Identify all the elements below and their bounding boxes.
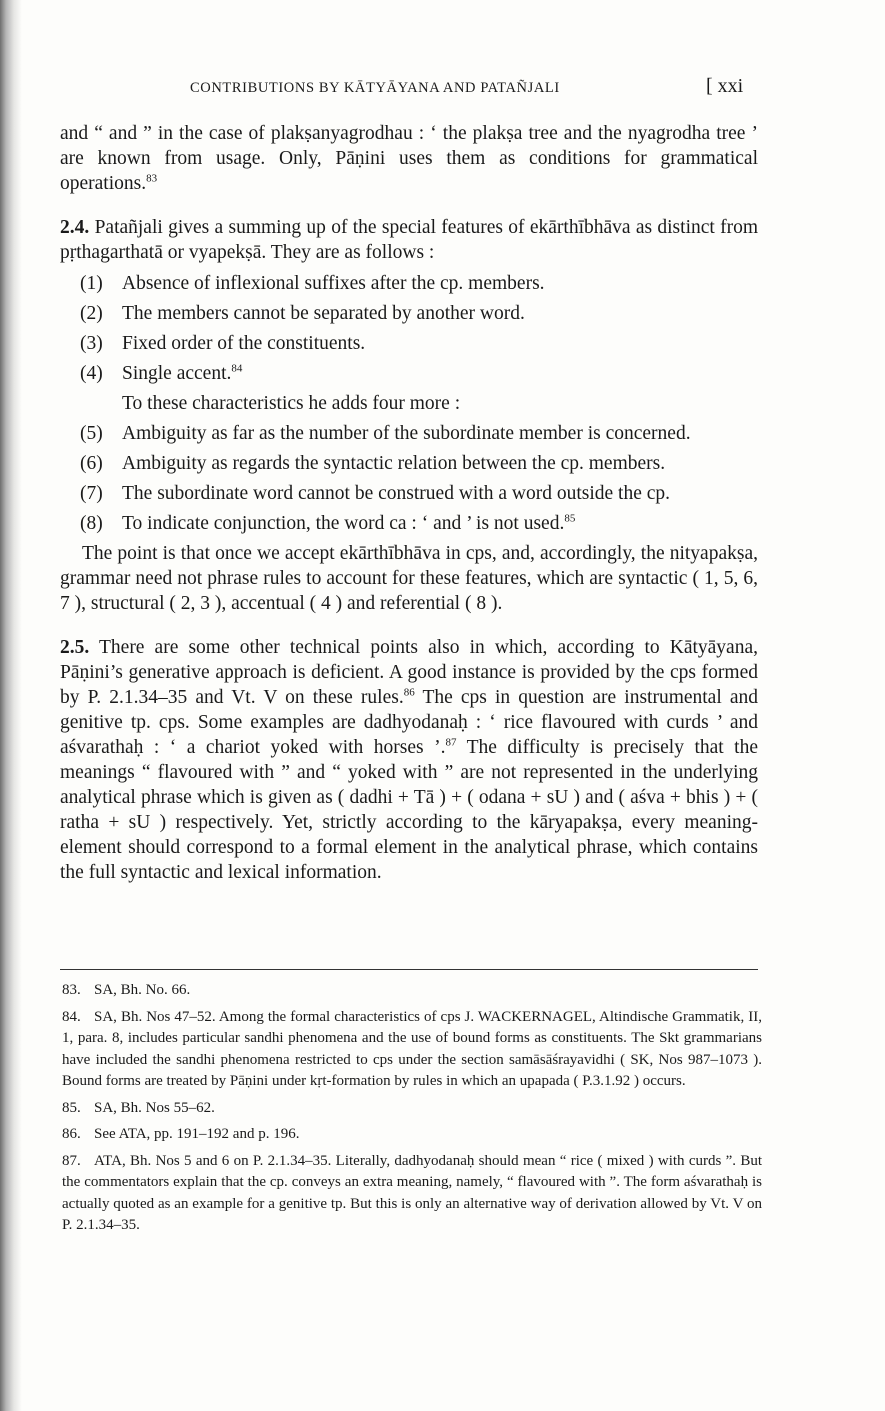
footnote-number: 86. [62, 1126, 81, 1142]
item-number: (2) [80, 303, 103, 324]
main-text [60, 121, 758, 885]
item-number: (6) [80, 453, 103, 474]
section-number: 2.4. [60, 217, 90, 238]
footnote-text: ATA, Bh. Nos 5 and 6 on P. 2.1.34–35. Literally, dadhyodanaḥ should mean “ rice ( mixed ) with curds ”. But the commentators explain that the cp. conveys an extra meaning, namely, “ flavoured with ”. The form aśvarathaḥ is actually quoted as an example for a genitive tp. But this is only an alternative way of derivation allowed by Vt. V on P. 2.1.34–35. [62, 1152, 762, 1233]
footnote-number: 84. [62, 1008, 81, 1025]
footnote-ref: 86 [403, 686, 415, 699]
footnote [62, 1098, 762, 1120]
footnote [62, 980, 762, 1002]
item-number: (3) [80, 333, 103, 354]
item-text: The members cannot be separated by another word. [122, 303, 525, 324]
item-text: Single accent. [122, 363, 232, 384]
features-list [60, 271, 758, 536]
running-title: CONTRIBUTIONS BY KĀTYĀYANA AND PATAÑJALI [190, 80, 560, 96]
item-text: To indicate conjunction, the word ca : ‘ and ’ is not used. [122, 513, 565, 534]
footnote [62, 1124, 762, 1146]
footnote-ref: 83 [146, 172, 158, 185]
list-item [60, 511, 758, 536]
section-text: There are some other technical points also in which, according to Kātyāyana, Pāṇini’s generative approach is deficient. A good instance is provided by the cps formed by P. 2.1.34–35 and Vt. V on these rules. [60, 637, 758, 708]
section-text: The cps in question are instrumental and genitive tp. cps. Some examples are dadhyodanaḥ : ‘ rice flavoured with curds ’ and aśvarathaḥ : ‘ a chariot yoked with horses ’. [60, 687, 758, 758]
footnote-ref: 85 [564, 512, 576, 525]
item-number: (7) [80, 483, 103, 504]
running-header [190, 75, 750, 102]
section-text: The difficulty is precisely that the meanings “ flavoured with ” and “ yoked with ” are not represented in the underlying analytical phrase which is given as ( dadhi + Tā ) + ( odana + sU ) and ( aśva + bhis ) + ( ratha + sU ) respectively. Yet, strictly according to the kāryapakṣa, every meaning-element should correspond to a formal element in the analytical phrase, which contains the full syntactic and lexical information. [60, 737, 759, 883]
closing-paragraph: The point is that once we accept ekārthībhāva in cps, and, accordingly, the nityapakṣa, grammar need not phrase rules to account for these features, which are syntactic ( 1, 5, 6, 7 ), structural ( 2, 3 ), accentual ( 4 ) and referential ( 8 ). [60, 543, 758, 614]
section-2-4-intro [60, 215, 758, 265]
list-item [60, 331, 758, 356]
more-intro: To these characteristics he adds four more : [122, 393, 461, 414]
footnote-text: SA, Bh. No. 66. [94, 982, 191, 998]
footnote [62, 1151, 762, 1237]
scan-edge-shadow [0, 0, 22, 1411]
item-text: Fixed order of the constituents. [122, 333, 366, 354]
footnote-text: SA, Bh. Nos 55–62. [94, 1099, 215, 1116]
list-item [60, 451, 758, 476]
item-number: (1) [80, 273, 103, 294]
item-number: (8) [80, 513, 103, 534]
footnote-number: 87. [62, 1152, 81, 1169]
page-number: [ xxi [706, 75, 744, 97]
footnote-number: 83. [62, 982, 81, 998]
list-item [60, 271, 758, 296]
footnote [62, 1007, 762, 1093]
list-item [60, 421, 758, 446]
item-text: Ambiguity as far as the number of the subordinate member is concerned. [122, 423, 691, 444]
list-item [60, 361, 758, 386]
section-number: 2.5. [60, 637, 90, 658]
section-intro-text: Patañjali gives a summing up of the special features of ekārthībhāva as distinct from pṛthagarthatā or vyapekṣā. They are as follows : [60, 217, 759, 263]
intro-paragraph [60, 121, 758, 196]
item-number: (4) [80, 363, 103, 384]
footnotes [62, 980, 762, 1242]
footnote-text: SA, Bh. Nos 47–52. Among the formal characteristics of cps J. WACKERNAGEL, Altindische Grammatik, II, 1, para. 8, includes particular sandhi phenomena and the use of bound forms as constituents. The Skt grammarians have included the sandhi phenomena restricted to cps under the section samāsāśrayavidhi ( SK, Nos 987–1073 ). Bound forms are treated by Pāṇini under kṛt-formation by rules in which an upapada ( P.3.1.92 ) occurs. [62, 1008, 762, 1089]
section-2-5 [60, 635, 758, 885]
footnote-divider [60, 969, 758, 970]
item-text: Ambiguity as regards the syntactic relation between the cp. members. [122, 453, 666, 474]
item-number: (5) [80, 423, 103, 444]
footnote-number: 85. [62, 1099, 81, 1116]
list-item [60, 481, 758, 506]
footnote-ref: 84 [231, 362, 243, 375]
item-text: The subordinate word cannot be construed with a word outside the cp. [122, 483, 671, 504]
list-item [60, 301, 758, 326]
item-text: Absence of inflexional suffixes after the cp. members. [122, 273, 545, 294]
footnote-ref: 87 [445, 736, 457, 749]
footnote-text: See ATA, pp. 191–192 and p. 196. [94, 1126, 300, 1142]
intro-text: and “ and ” in the case of plakṣanyagrodhau : ‘ the plakṣa tree and the nyagrodha tree ’ are known from usage. Only, Pāṇini uses them as conditions for grammatical operations. [60, 123, 758, 194]
